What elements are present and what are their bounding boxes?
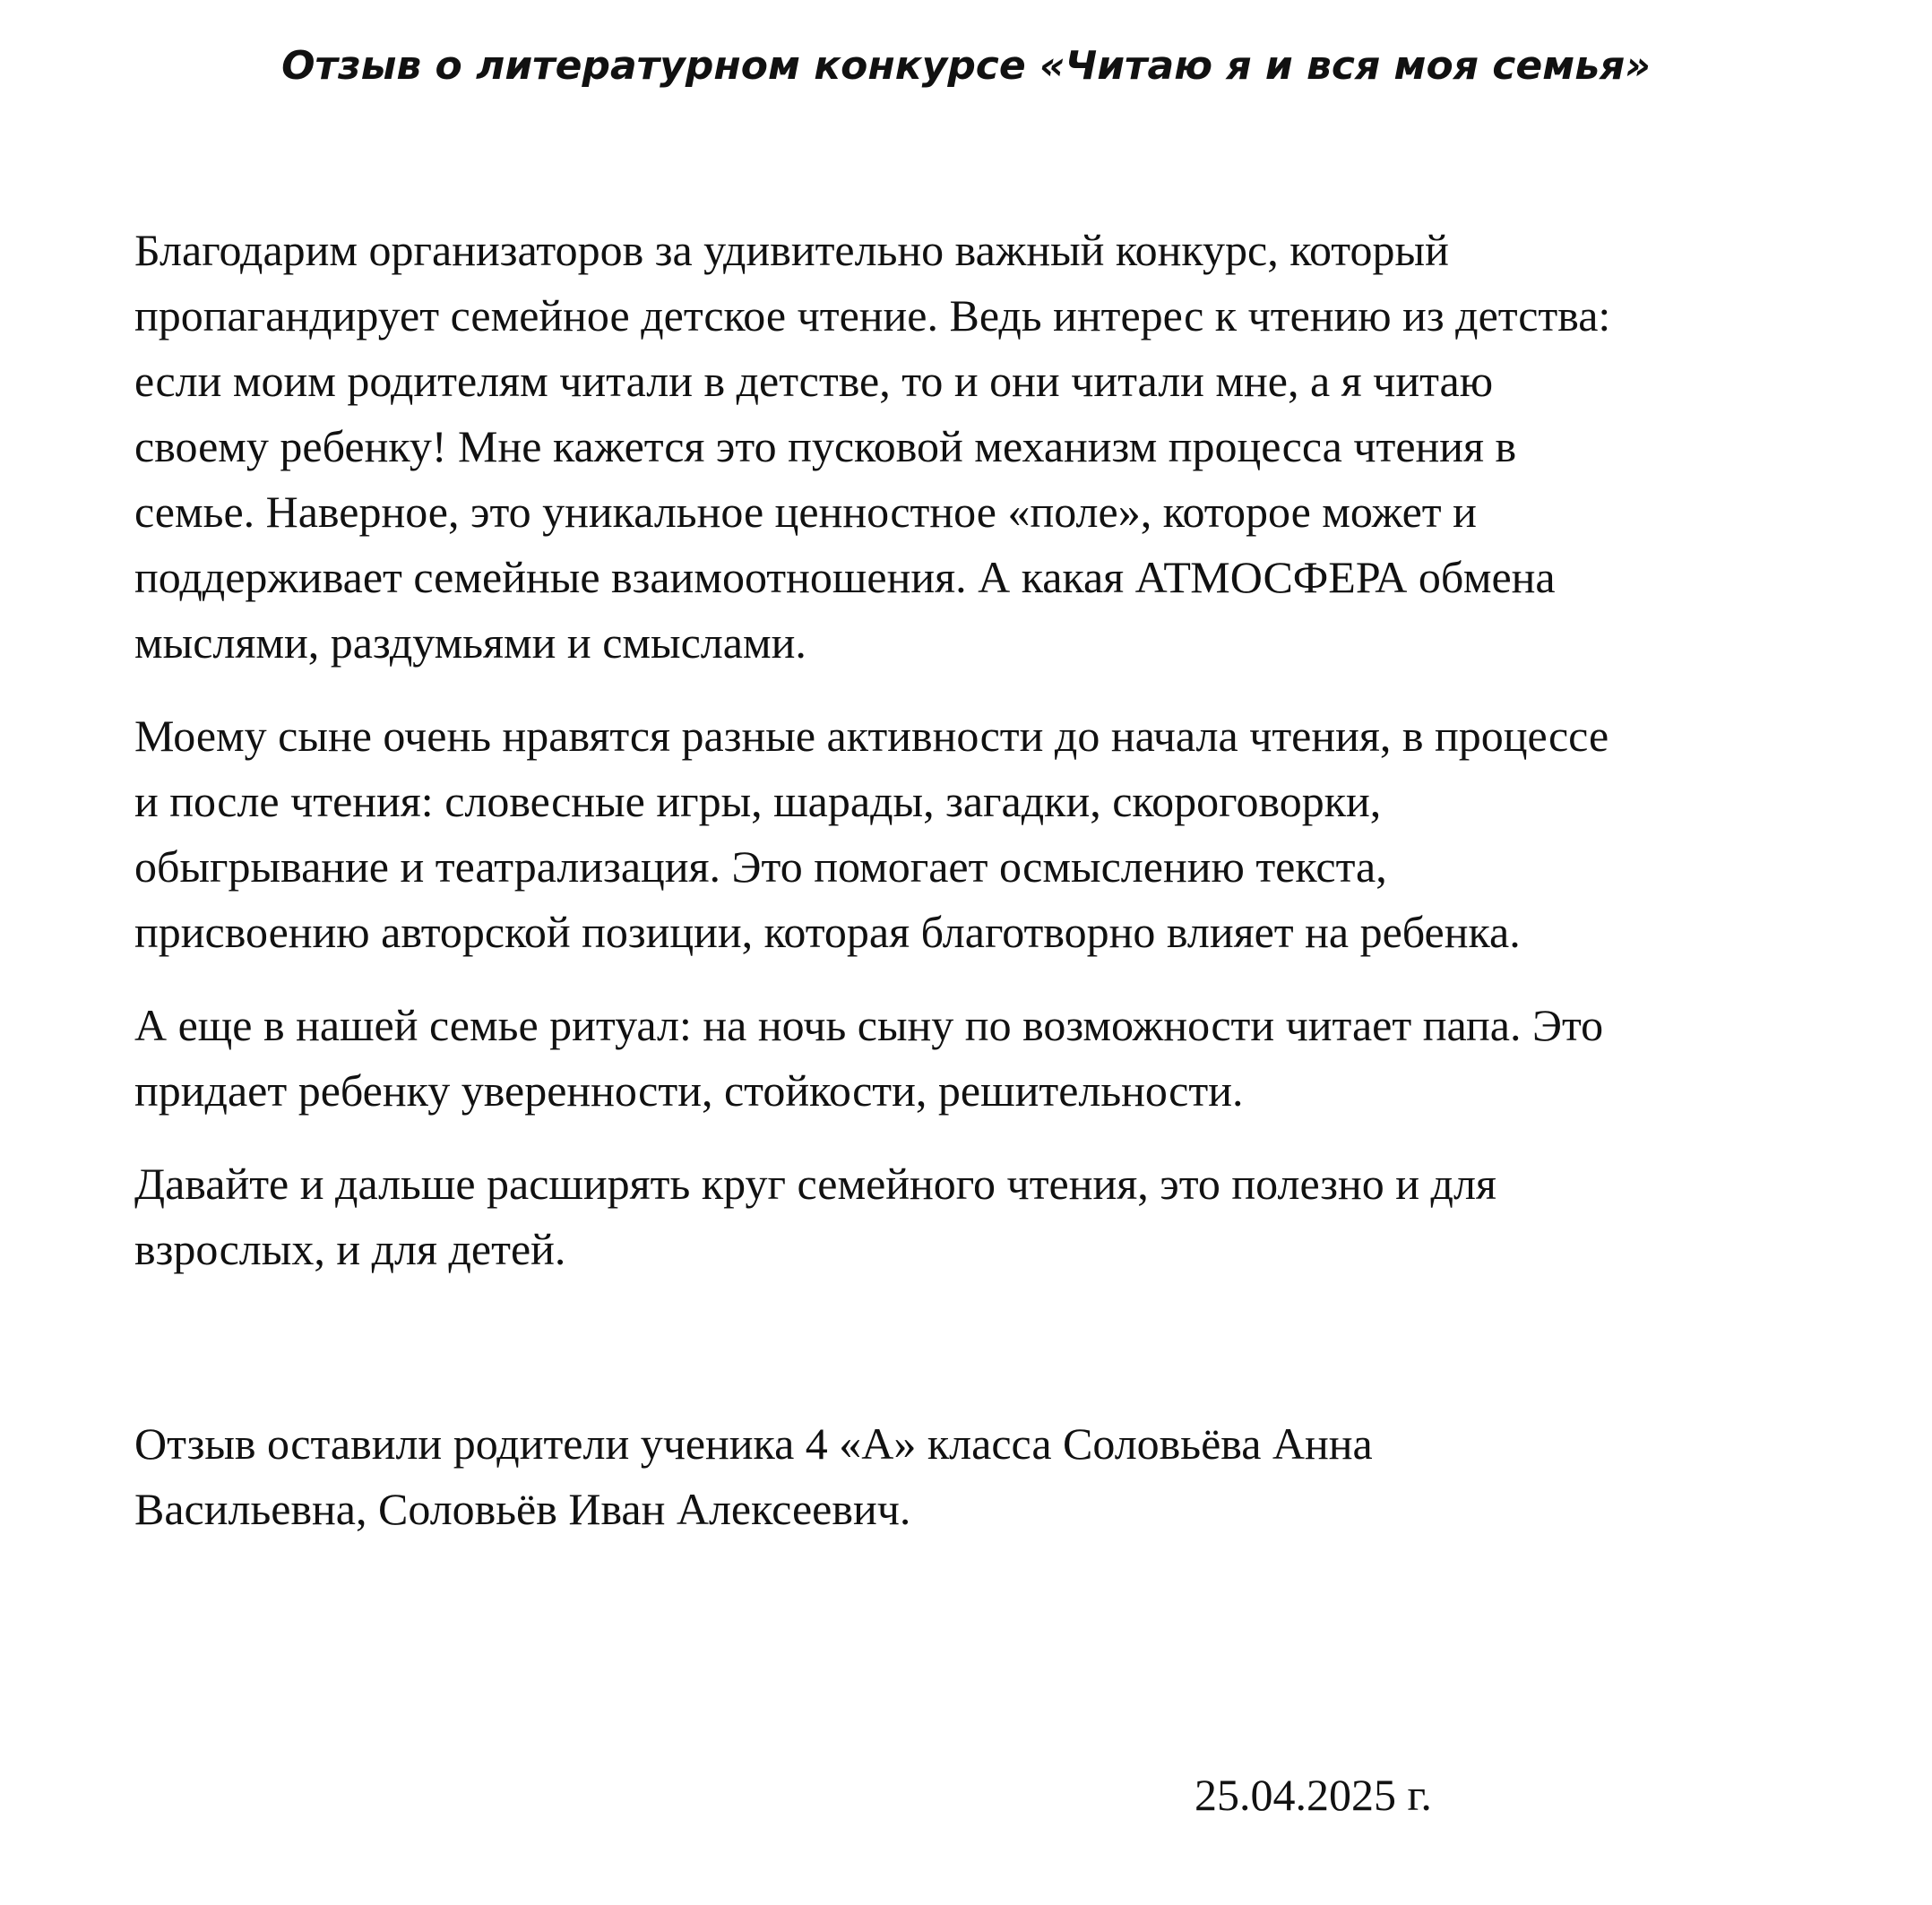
text-line: если моим родителям читали в детстве, то и они читали мне, а я читаю <box>134 356 1494 406</box>
text-line: и после чтения: словесные игры, шарады, загадки, скороговорки, <box>134 776 1382 826</box>
text-line: А еще в нашей семье ритуал: на ночь сыну по возможности читает папа. Это <box>134 1000 1604 1050</box>
text-line: поддерживает семейные взаимоотношения. А какая АТМОСФЕРА обмена <box>134 552 1556 602</box>
text-line: Давайте и дальше расширять круг семейного чтения, это полезно и для <box>134 1159 1496 1209</box>
text-line: Моему сыне очень нравятся разные активности до начала чтения, в процессе <box>134 711 1609 761</box>
review-body <box>134 218 1882 1310</box>
paragraph-ritual <box>134 993 1882 1124</box>
paragraph-activities <box>134 703 1882 965</box>
paragraph-gratitude <box>134 218 1882 676</box>
signature-line: Васильевна, Соловьёв Иван Алексеевич. <box>134 1484 911 1534</box>
text-line: взрослых, и для детей. <box>134 1224 566 1274</box>
paragraph-closing <box>134 1151 1882 1282</box>
text-line: Благодарим организаторов за удивительно важный конкурс, который <box>134 225 1449 275</box>
document-date: 25.04.2025 г. <box>1195 1770 1432 1820</box>
text-line: семье. Наверное, это уникальное ценностное «поле», которое может и <box>134 487 1477 537</box>
signature-line: Отзыв оставили родители ученика 4 «А» класса Соловьёва Анна <box>134 1418 1373 1469</box>
text-line: пропагандирует семейное детское чтение. Ведь интерес к чтению из детства: <box>134 290 1611 340</box>
text-line: придает ребенку уверенности, стойкости, решительности. <box>134 1065 1244 1116</box>
text-line: мыслями, раздумьями и смыслами. <box>134 617 806 668</box>
signature-block <box>134 1411 1882 1542</box>
text-line: своему ребенку! Мне кажется это пусковой механизм процесса чтения в <box>134 421 1517 471</box>
text-line: присвоению авторской позиции, которая благотворно влияет на ребенка. <box>134 907 1521 957</box>
document-title: Отзыв о литературном конкурсе «Читаю я и вся моя семья» <box>281 43 1651 89</box>
text-line: обыгрывание и театрализация. Это помогает осмыслению текста, <box>134 841 1387 892</box>
